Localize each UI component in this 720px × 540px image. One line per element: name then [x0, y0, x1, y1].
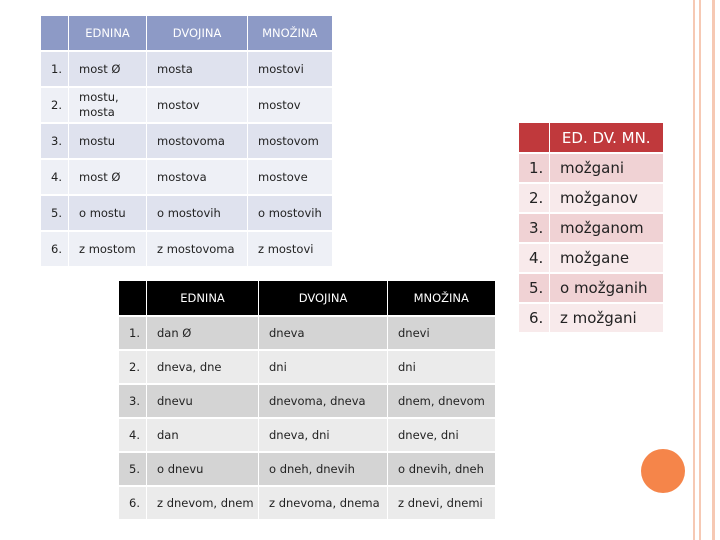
table-row — [41, 87, 332, 123]
table-cell: z možgani — [550, 303, 663, 332]
table-header — [41, 16, 332, 51]
decor-stripe — [712, 0, 715, 540]
decor-circle — [641, 449, 685, 493]
table-row — [519, 183, 663, 213]
case-number: 5. — [41, 195, 69, 231]
table-cell: mostovoma — [147, 123, 248, 159]
table-cell: dnevoma, dneva — [259, 384, 388, 418]
table-row — [41, 123, 332, 159]
table-cell: dnevi — [388, 316, 495, 350]
case-number: 4. — [519, 243, 550, 273]
table-cell: o mostovih — [147, 195, 248, 231]
case-number: 6. — [119, 486, 147, 519]
table-cell: mostovi — [248, 51, 332, 87]
table-cell: mostovom — [248, 123, 332, 159]
decor-stripe — [699, 0, 701, 540]
table-cell: možgani — [550, 153, 663, 183]
header-cell — [41, 16, 69, 51]
table-cell: možgane — [550, 243, 663, 273]
table-row — [41, 159, 332, 195]
table-cell: možganov — [550, 183, 663, 213]
table-row — [519, 243, 663, 273]
table-row — [119, 452, 495, 486]
table-cell: dan — [147, 418, 259, 452]
header-cell: DVOJINA — [147, 16, 248, 51]
case-number: 1. — [41, 51, 69, 87]
table-cell: z mostovoma — [147, 231, 248, 266]
header-cell: ED. DV. MN. — [550, 123, 663, 153]
table-mozgani — [518, 123, 663, 332]
case-number: 6. — [519, 303, 550, 332]
table-row — [41, 51, 332, 87]
table-cell: z dnevom, dnem — [147, 486, 259, 519]
table-cell: mostove — [248, 159, 332, 195]
case-number: 2. — [41, 87, 69, 123]
table-cell: dneva, dne — [147, 350, 259, 384]
table-row — [519, 213, 663, 243]
table-cell: o mostu — [69, 195, 147, 231]
table-cell: dneve, dni — [388, 418, 495, 452]
header-cell — [519, 123, 550, 153]
case-number: 2. — [519, 183, 550, 213]
case-number: 3. — [41, 123, 69, 159]
case-number: 5. — [119, 452, 147, 486]
table-cell: dni — [388, 350, 495, 384]
table-row — [119, 418, 495, 452]
table-cell: z mostom — [69, 231, 147, 266]
table-cell: dnem, dnevom — [388, 384, 495, 418]
table-row — [519, 153, 663, 183]
table-cell: dneva — [259, 316, 388, 350]
table-row — [119, 350, 495, 384]
case-number: 3. — [119, 384, 147, 418]
table-cell: dneva, dni — [259, 418, 388, 452]
table-most — [40, 16, 332, 266]
table-row — [119, 486, 495, 519]
table-row — [119, 384, 495, 418]
case-number: 5. — [519, 273, 550, 303]
table-cell: z mostovi — [248, 231, 332, 266]
header-cell: MNOŽINA — [248, 16, 332, 51]
case-number: 1. — [119, 316, 147, 350]
table-cell: dan Ø — [147, 316, 259, 350]
table-row — [41, 195, 332, 231]
table-cell: o možganih — [550, 273, 663, 303]
table-row — [519, 303, 663, 332]
table-cell: z dnevoma, dnema — [259, 486, 388, 519]
table-cell: z dnevi, dnemi — [388, 486, 495, 519]
table-cell: dnevu — [147, 384, 259, 418]
table-cell: most Ø — [69, 159, 147, 195]
table-row — [41, 231, 332, 266]
table-cell: mostu — [69, 123, 147, 159]
table-cell: o dneh, dnevih — [259, 452, 388, 486]
table-cell: o mostovih — [248, 195, 332, 231]
table-cell: mostov — [147, 87, 248, 123]
case-number: 2. — [119, 350, 147, 384]
case-number: 4. — [119, 418, 147, 452]
header-cell: MNOŽINA — [388, 281, 495, 316]
decor-stripe — [693, 0, 695, 540]
header-cell — [119, 281, 147, 316]
table-header — [519, 123, 663, 153]
table-cell: mosta — [147, 51, 248, 87]
table-cell: dni — [259, 350, 388, 384]
table-cell: mostova — [147, 159, 248, 195]
case-number: 1. — [519, 153, 550, 183]
table-cell: o dnevu — [147, 452, 259, 486]
case-number: 3. — [519, 213, 550, 243]
table-dan — [118, 281, 495, 519]
table-cell: mostu, mosta — [69, 87, 147, 123]
header-cell: EDNINA — [69, 16, 147, 51]
table-row — [519, 273, 663, 303]
case-number: 4. — [41, 159, 69, 195]
header-cell: EDNINA — [147, 281, 259, 316]
header-cell: DVOJINA — [259, 281, 388, 316]
table-row — [119, 316, 495, 350]
table-header — [119, 281, 495, 316]
table-cell: most Ø — [69, 51, 147, 87]
table-cell: mostov — [248, 87, 332, 123]
table-cell: možganom — [550, 213, 663, 243]
case-number: 6. — [41, 231, 69, 266]
table-cell: o dnevih, dneh — [388, 452, 495, 486]
